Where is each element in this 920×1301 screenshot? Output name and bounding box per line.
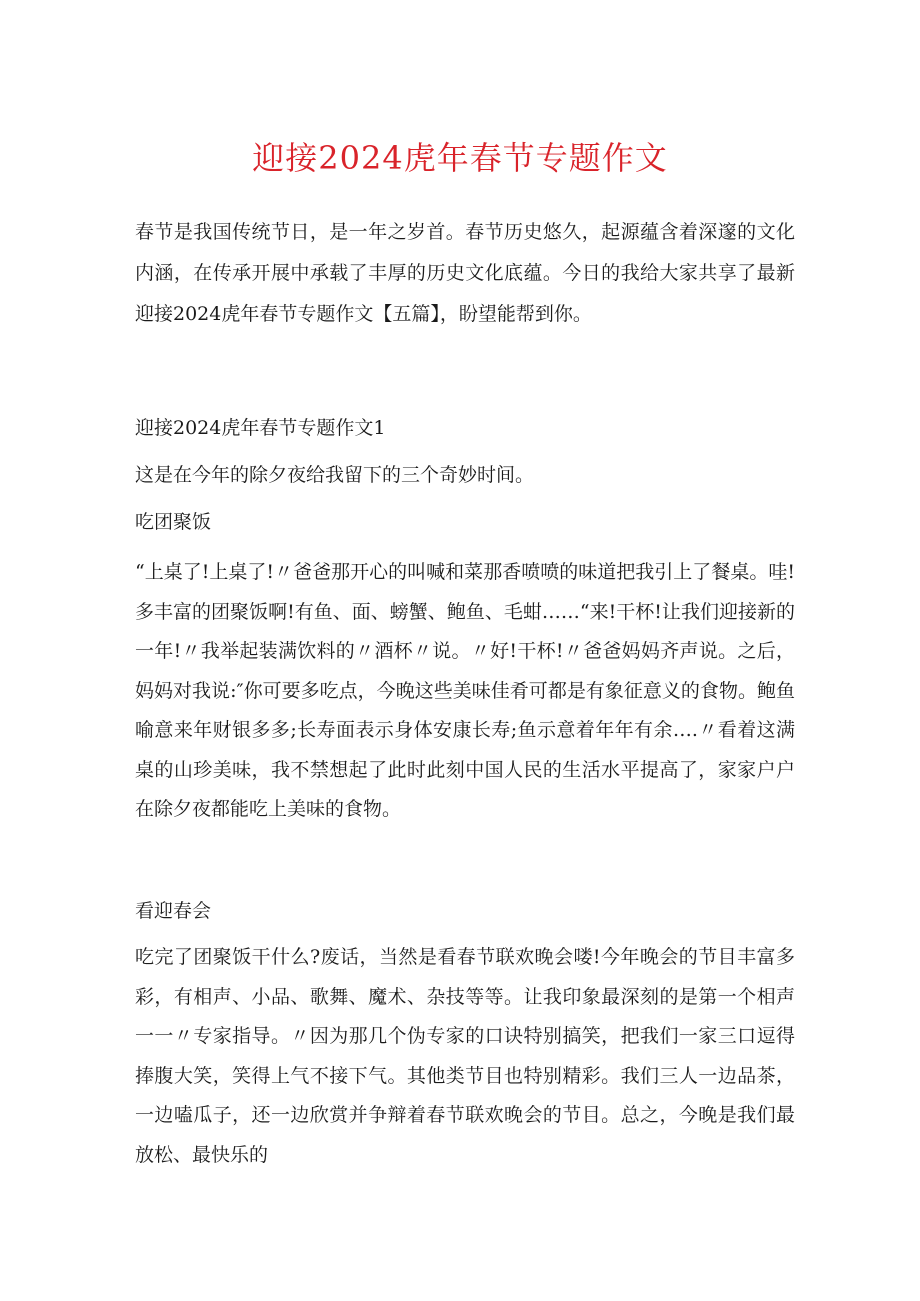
- subheading-reunion-dinner: 吃团聚饭: [135, 511, 212, 533]
- paragraph-reunion-dinner: “上桌了!上桌了!〃爸爸那开心的叫喊和菜那香喷喷的味道把我引上了餐桌。哇!多丰富的团聚饭啊!有鱼、面、螃蟹、鲍鱼、毛蚶……“来!干杯!让我们迎接新的一年!〃我举起装满饮料的〃酒杯〃说。〃好!干杯!〃爸爸妈妈齐声说。之后，妈妈对我说:″你可要多吃点，今晚这些美味佳肴可都是有象征意义的食物。鲍鱼喻意来年财银多多;长寿面表示身体安康长寿;鱼示意着年年有余….〃看着这满桌的山珍美味，我不禁想起了此时此刻中国人民的生活水平提高了，家家户户在除夕夜都能吃上美味的食物。: [135, 561, 795, 820]
- intro-paragraph: 春节是我国传统节日，是一年之岁首。春节历史悠久，起源蕴含着深邃的文化内涵，在传承开展中承载了丰厚的历史文化底蕴。今日的我给大家共享了最新迎接2024虎年春节专题作文【五篇】，盼望能帮到你。: [135, 221, 795, 325]
- section-title: 迎接2024虎年春节专题作文1: [135, 417, 386, 439]
- paragraph-opening: 这是在今年的除夕夜给我留下的三个奇妙时间。: [135, 464, 535, 486]
- document-title: 迎接2024虎年春节专题作文: [252, 139, 668, 177]
- paragraph-spring-gala: 吃完了团聚饭干什么?废话，当然是看春节联欢晚会喽!今年晚会的节目丰富多彩，有相声、小品、歌舞、魔术、杂技等等。让我印象最深刻的是第一个相声一一〃专家指导。〃因为那几个伪专家的口诀特别搞笑，把我们一家三口逗得捧腹大笑，笑得上气不接下气。其他类节目也特别精彩。我们三人一边品茶，一边嗑瓜子，还一边欣赏并争辩着春节联欢晚会的节目。总之，今晚是我们最放松、最快乐的: [135, 946, 795, 1166]
- subheading-spring-gala: 看迎春会: [135, 900, 212, 922]
